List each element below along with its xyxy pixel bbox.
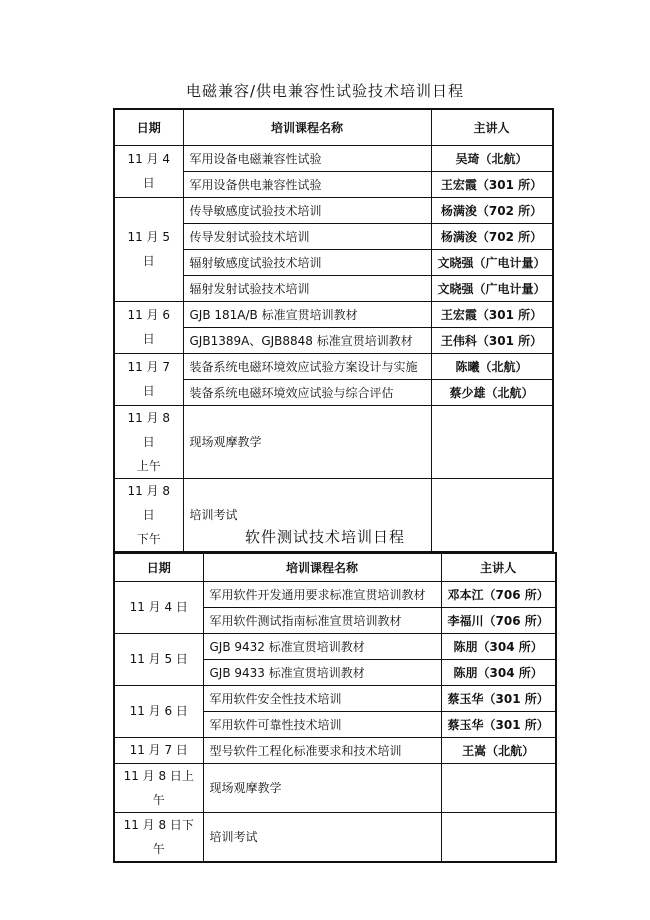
course-cell: 现场观摩教学 <box>203 763 441 812</box>
date-line: 11 月 7 日 <box>127 360 171 398</box>
date-line: 11 月 8 日下午 <box>123 817 194 856</box>
header-course: 培训课程名称 <box>203 553 441 581</box>
date-cell <box>114 197 183 301</box>
date-cell <box>114 353 183 405</box>
course-cell: 军用软件开发通用要求标准宣贯培训教材 <box>203 581 441 607</box>
table-row <box>114 633 556 659</box>
lecturer-cell: 杨满浚（702 所） <box>431 223 553 249</box>
course-cell: 辐射发射试验技术培训 <box>183 275 431 301</box>
course-cell: 军用设备电磁兼容性试验 <box>183 145 431 171</box>
table-row <box>114 685 556 711</box>
course-cell: 军用软件可靠性技术培训 <box>203 711 441 737</box>
course-cell: GJB 9433 标准宣贯培训教材 <box>203 659 441 685</box>
lecturer-cell <box>431 405 553 478</box>
lecturer-cell: 陈曦（北航） <box>431 353 553 379</box>
software-schedule-table <box>113 552 557 863</box>
date-line: 11 月 6 日 <box>129 704 188 718</box>
lecturer-cell: 蔡玉华（301 所） <box>441 711 556 737</box>
emc-schedule-table <box>113 108 554 553</box>
course-cell: GJB1389A、GJB8848 标准宣贯培训教材 <box>183 327 431 353</box>
course-cell: 军用设备供电兼容性试验 <box>183 171 431 197</box>
date-line: 11 月 8 日 <box>127 483 171 522</box>
table-row <box>114 353 553 379</box>
course-cell: 传导敏感度试验技术培训 <box>183 197 431 223</box>
table-row <box>114 812 556 862</box>
lecturer-cell <box>441 763 556 812</box>
software-schedule-body <box>114 581 556 862</box>
course-cell: 培训考试 <box>203 812 441 862</box>
header-date: 日期 <box>114 553 203 581</box>
table-row <box>114 197 553 223</box>
lecturer-cell: 邓本江（706 所） <box>441 581 556 607</box>
table-row <box>114 301 553 327</box>
schedule-title-emc: 电磁兼容/供电兼容性试验技术培训日程 <box>185 82 465 100</box>
date-cell <box>114 145 183 197</box>
date-line: 11 月 4 日 <box>129 600 188 614</box>
lecturer-cell: 陈朋（304 所） <box>441 659 556 685</box>
lecturer-cell: 蔡玉华（301 所） <box>441 685 556 711</box>
table-header-row <box>114 109 553 145</box>
course-cell: 型号软件工程化标准要求和技术培训 <box>203 737 441 763</box>
date-line: 11 月 6 日 <box>127 308 171 346</box>
header-lecturer: 主讲人 <box>431 109 553 145</box>
lecturer-cell: 王宏霞（301 所） <box>431 171 553 197</box>
date-cell <box>114 763 203 812</box>
table-row <box>114 145 553 171</box>
course-cell: 装备系统电磁环境效应试验与综合评估 <box>183 379 431 405</box>
date-line: 11 月 4 日 <box>127 152 171 190</box>
emc-schedule-body <box>114 145 553 552</box>
lecturer-cell <box>441 812 556 862</box>
course-cell: 现场观摩教学 <box>183 405 431 478</box>
schedule-title-software: 软件测试技术培训日程 <box>244 528 405 546</box>
date-cell <box>114 737 203 763</box>
course-cell: 军用软件测试指南标准宣贯培训教材 <box>203 607 441 633</box>
date-line: 11 月 7 日 <box>129 743 188 757</box>
lecturer-cell: 吴琦（北航） <box>431 145 553 171</box>
course-cell: GJB 9432 标准宣贯培训教材 <box>203 633 441 659</box>
date-line: 下午 <box>136 531 161 546</box>
date-cell <box>114 812 203 862</box>
date-line: 上午 <box>136 458 161 473</box>
lecturer-cell: 王宏霞（301 所） <box>431 301 553 327</box>
date-line: 11 月 8 日上午 <box>123 768 194 807</box>
lecturer-cell: 王嵩（北航） <box>441 737 556 763</box>
date-line: 11 月 8 日 <box>127 410 171 449</box>
course-cell: GJB 181A/B 标准宣贯培训教材 <box>183 301 431 327</box>
course-cell: 培训考试 <box>183 478 431 552</box>
date-line: 11 月 5 日 <box>127 230 171 268</box>
date-line: 11 月 5 日 <box>129 652 188 666</box>
date-cell <box>114 581 203 633</box>
lecturer-cell: 文晓强（广电计量） <box>431 275 553 301</box>
date-cell <box>114 633 203 685</box>
table-row <box>114 737 556 763</box>
lecturer-cell: 杨满浚（702 所） <box>431 197 553 223</box>
date-cell <box>114 301 183 353</box>
date-cell <box>114 405 183 478</box>
course-cell: 辐射敏感度试验技术培训 <box>183 249 431 275</box>
table-row <box>114 763 556 812</box>
lecturer-cell: 陈朋（304 所） <box>441 633 556 659</box>
header-course: 培训课程名称 <box>183 109 431 145</box>
lecturer-cell: 文晓强（广电计量） <box>431 249 553 275</box>
lecturer-cell: 蔡少雄（北航） <box>431 379 553 405</box>
course-cell: 传导发射试验技术培训 <box>183 223 431 249</box>
date-cell <box>114 685 203 737</box>
lecturer-cell: 李福川（706 所） <box>441 607 556 633</box>
header-lecturer: 主讲人 <box>441 553 556 581</box>
table-row <box>114 405 553 478</box>
table-row <box>114 581 556 607</box>
course-cell: 装备系统电磁环境效应试验方案设计与实施 <box>183 353 431 379</box>
header-date: 日期 <box>114 109 183 145</box>
course-cell: 军用软件安全性技术培训 <box>203 685 441 711</box>
table-header-row <box>114 553 556 581</box>
lecturer-cell: 王伟科（301 所） <box>431 327 553 353</box>
